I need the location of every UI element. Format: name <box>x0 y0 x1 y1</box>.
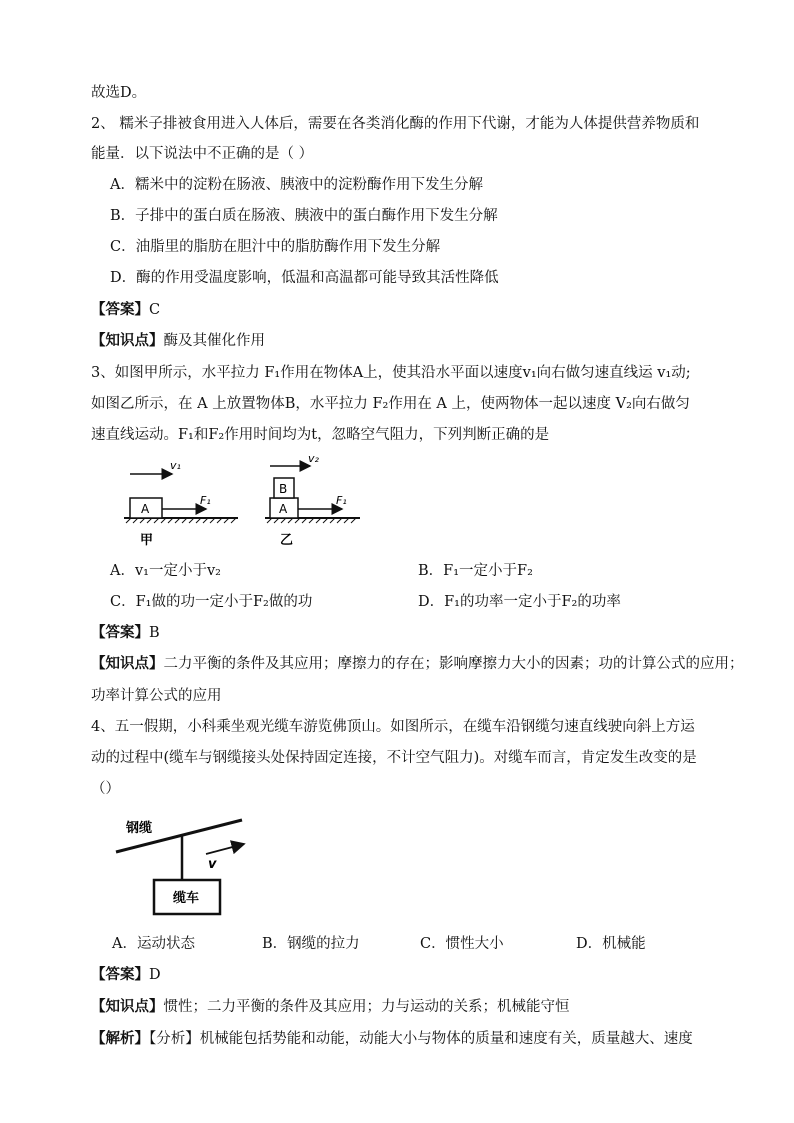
knowledge-tag: 【知识点】 <box>91 998 164 1015</box>
q3-stem-line2: 如图乙所示，在 A 上放置物体B，水平拉力 F₂作用在 A 上，使两物体一起以速度 V₂向右做匀 <box>91 396 690 412</box>
q4-stem-line3: （） <box>91 781 120 797</box>
q4-option-d: D．机械能 <box>576 936 646 952</box>
answer-tag: 【答案】 <box>91 624 149 641</box>
previous-answer-end: 故选D。 <box>91 85 147 101</box>
answer-tag: 【答案】 <box>91 966 149 983</box>
q3-answer <box>91 623 160 643</box>
caption-yi: 乙 <box>280 533 294 548</box>
q4-stem-line2: 动的过程中(缆车与钢缆接头处保持固定连接，不计空气阻力)。对缆车而言，肯定发生改变的是 <box>91 750 697 766</box>
q3-figure <box>110 452 370 552</box>
block-a-yi-label: A <box>279 502 288 516</box>
knowledge-value: 二力平衡的条件及其应用；摩擦力的存在；影响摩擦力大小的因素；功的计算公式的应用； <box>163 656 744 672</box>
v2-label: v₂ <box>308 452 319 465</box>
cable-label: 钢缆 <box>126 821 153 836</box>
block-a-label: A <box>141 502 150 516</box>
f1-label: F₁ <box>200 494 211 507</box>
q4-analysis <box>91 1029 693 1049</box>
q3-knowledge-point <box>91 654 744 674</box>
velocity-arrow-v <box>206 844 244 854</box>
q2-stem-line2: 能量．以下说法中不正确的是（ ） <box>91 146 314 162</box>
q2-option-c: C．油脂里的脂肪在胆汁中的脂肪酶作用下发生分解 <box>110 239 441 255</box>
knowledge-tag: 【知识点】 <box>91 332 164 349</box>
q3-option-b: B．F₁一定小于F₂ <box>418 563 533 579</box>
q2-option-a: A．糯米中的淀粉在肠液、胰液中的淀粉酶作用下发生分解 <box>110 177 483 193</box>
caption-jia: 甲 <box>140 533 154 548</box>
q2-answer <box>91 300 160 320</box>
q3-stem-line3: 速直线运动。F₁和F₂作用时间均为t，忽略空气阻力，下列判断正确的是 <box>91 427 550 443</box>
knowledge-value: 酶及其催化作用 <box>163 333 265 349</box>
answer-value: C <box>149 302 161 318</box>
q3-knowledge-point-cont: 功率计算公式的应用 <box>91 688 222 704</box>
q4-option-c: C．惯性大小 <box>420 936 504 952</box>
knowledge-tag: 【知识点】 <box>91 655 164 672</box>
q2-stem-line1: 2、 糯米子排被食用进入人体后，需要在各类消化酶的作用下代谢，才能为人体提供营养物质和 <box>91 116 700 132</box>
q4-option-b: B．钢缆的拉力 <box>262 936 360 952</box>
q2-option-b: B．子排中的蛋白质在肠液、胰液中的蛋白酶作用下发生分解 <box>110 208 498 224</box>
q2-option-d: D．酶的作用受温度影响，低温和高温都可能导致其活性降低 <box>110 270 499 286</box>
cable-car-label: 缆车 <box>173 891 200 906</box>
answer-tag: 【答案】 <box>91 301 149 318</box>
q3-option-d: D．F₁的功率一定小于F₂的功率 <box>418 594 621 610</box>
answer-value: B <box>149 625 160 641</box>
q3-option-a: A．v₁一定小于v₂ <box>110 563 221 579</box>
knowledge-value: 惯性；二力平衡的条件及其应用；力与运动的关系；机械能守恒 <box>163 999 570 1015</box>
q3-stem-line1: 3、如图甲所示，水平拉力 F₁作用在物体A上，使其沿水平面以速度v₁向右做匀速直线运 v₁动; <box>91 365 691 381</box>
analysis-tag: 【解析】 <box>91 1030 149 1047</box>
q4-option-a: A．运动状态 <box>112 936 195 952</box>
v-label: v <box>208 857 217 872</box>
v1-label: v₁ <box>170 459 181 472</box>
answer-value: D <box>149 967 161 983</box>
q4-stem-line1: 4、五一假期，小科乘坐观光缆车游览佛顶山。如图所示，在缆车沿钢缆匀速直线驶向斜上方运 <box>91 719 695 735</box>
q4-knowledge-point <box>91 997 570 1017</box>
q4-answer <box>91 965 161 985</box>
analysis-value: 【分析】机械能包括势能和动能，动能大小与物体的质量和速度有关，质量越大、速度 <box>149 1031 693 1047</box>
q4-figure <box>110 810 270 922</box>
block-b-label: B <box>279 482 288 496</box>
q2-knowledge-point <box>91 331 265 351</box>
f2-label: F₁ <box>336 494 347 507</box>
q3-option-c: C．F₁做的功一定小于F₂做的功 <box>110 594 313 610</box>
